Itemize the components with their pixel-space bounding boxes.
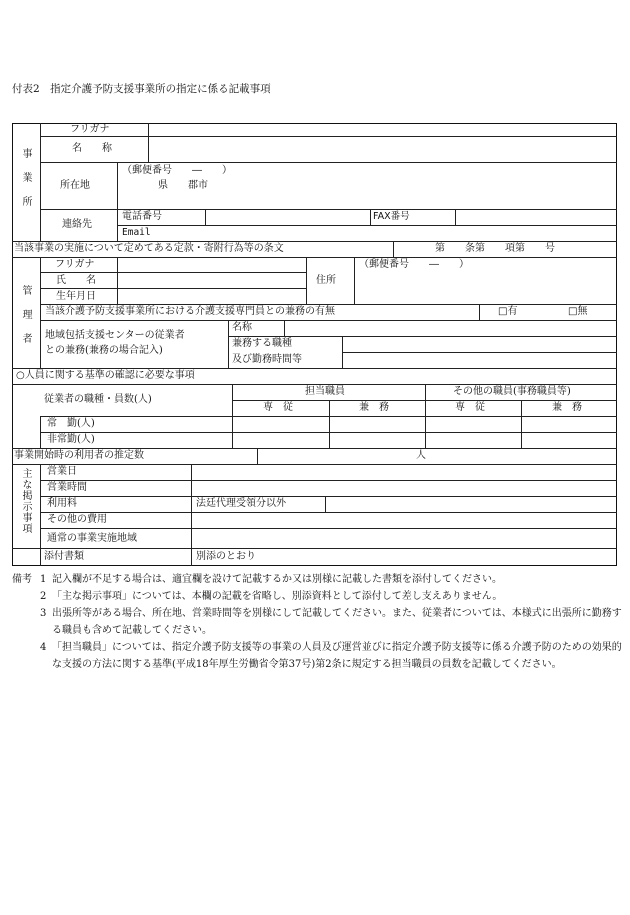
other-staff-header: その他の職員(事務職員等) (453, 386, 571, 397)
notes-label: 備考 (12, 574, 32, 585)
birthdate-label: 生年月日 (56, 291, 96, 302)
kenmu-no-checkbox[interactable]: □無 (568, 306, 588, 317)
tanto-header: 担当職員 (305, 386, 345, 397)
other-kenmu: 兼 務 (552, 402, 582, 413)
teikan-article: 第 条第 項第 号 (435, 243, 555, 254)
tanto-kenmu: 兼 務 (359, 402, 389, 413)
jigyosho-contact-label: 連絡先 (62, 219, 92, 230)
tanto-senju: 専 従 (263, 402, 293, 413)
email-label: Email (122, 227, 151, 238)
business-days-label: 営業日 (47, 466, 77, 477)
kanrisha-name-label: 氏 名 (56, 275, 96, 286)
keiji-side-label: 主な掲示事項 (20, 468, 31, 534)
other-senju: 専 従 (455, 402, 485, 413)
kanrisha-furigana-label: フリガナ (55, 259, 95, 270)
kanrisha-side-label: 管理者 (20, 285, 31, 357)
users-label: 事業開始時の利用者の推定数 (14, 450, 144, 461)
document-title: 付表2 指定介護予防支援事業所の指定に係る記載事項 (12, 83, 271, 95)
notes-section (12, 571, 622, 673)
users-unit: 人 (416, 450, 426, 461)
staff-section-title: ○人員に関する基準の確認に必要な事項 (16, 370, 195, 381)
center-kenmu-line1: 地域包括支援センターの従業者 (45, 330, 185, 341)
kenmu-job-line2: 及び勤務時間等 (232, 354, 302, 365)
staff-header: 従業者の職種・員数(人) (44, 394, 152, 405)
joukin-label: 常 勤(人) (47, 418, 95, 429)
note-item: 備考 1 記入欄が不足する場合は、適宜欄を設けて記載するか又は別様に記載した書類を添付してください。 (12, 571, 622, 588)
business-hours-label: 営業時間 (47, 482, 87, 493)
attachment-value: 別添のとおり (196, 551, 256, 562)
jigyosho-furigana-label: フリガナ (70, 124, 110, 135)
jigyosho-address-label: 所在地 (60, 180, 90, 191)
jigyosho-side-label: 事業所 (20, 148, 31, 220)
other-fee-label: その他の費用 (47, 514, 107, 525)
jigyosho-name-label: 名 称 (72, 143, 112, 154)
kenmu-question: 当該介護予防支援事業所における介護支援専門員との兼務の有無 (45, 306, 335, 317)
kanrisha-postal: （郵便番号 ― ） (359, 259, 469, 270)
note-item: 3 出張所等がある場合、所在地、営業時間等を別様にして記載してください。また、従業者については、本様式に出張所に勤務する職員も含めて記載してください。 (40, 608, 622, 636)
service-area-label: 通常の事業実施地域 (47, 533, 137, 544)
hijoukin-label: 非常勤(人) (47, 434, 95, 445)
note-item: 2 「主な掲示事項」については、本欄の記載を省略し、別添資料として添付して差し支えありません。 (40, 591, 503, 602)
fee-note: 法廷代理受領分以外 (196, 498, 286, 509)
kenmu-yes-checkbox[interactable]: □有 (498, 306, 518, 317)
jigyosho-postal: （郵便番号 ― ） (122, 165, 232, 176)
fax-label: FAX番号 (373, 211, 410, 222)
jigyosho-prefecture-city: 県 郡市 (158, 180, 208, 191)
fee-label: 利用料 (47, 498, 77, 509)
kenmu-job-line1: 兼務する職種 (232, 338, 292, 349)
note-item: 4 「担当職員」については、指定介護予防支援等の事業の人員及び運営並びに指定介護予防支援等に係る介護予防のための効果的な支援の方法に関する基準(平成18年厚生労働省令第37号)第2条に規定する担当職員の員数を記載してください。 (40, 642, 622, 670)
attachment-label: 添付書類 (44, 551, 84, 562)
center-kenmu-line2: との兼務(兼務の場合記入) (45, 345, 163, 356)
kanrisha-address-label: 住所 (316, 275, 336, 286)
phone-label: 電話番号 (122, 211, 162, 222)
center-name-label: 名称 (232, 322, 252, 333)
teikan-label: 当該事業の実施について定めてある定款・寄附行為等の条文 (14, 243, 284, 254)
